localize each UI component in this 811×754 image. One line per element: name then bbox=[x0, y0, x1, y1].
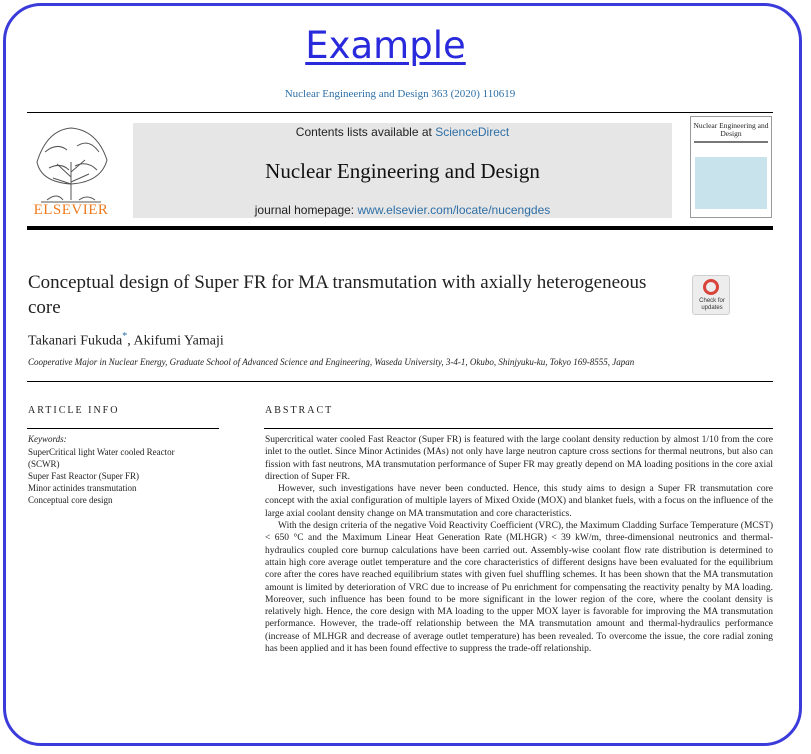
check-for-updates-badge[interactable] bbox=[692, 275, 730, 315]
top-rule bbox=[27, 112, 773, 113]
corresponding-author-mark[interactable]: * bbox=[122, 331, 128, 342]
author-list bbox=[28, 331, 224, 350]
keyword-item: (SCWR) bbox=[28, 459, 60, 469]
abstract-heading: ABSTRACT bbox=[265, 405, 334, 416]
keyword-item: Minor actinides transmutation bbox=[28, 483, 137, 493]
article-info-heading: ARTICLE INFO bbox=[28, 405, 120, 416]
abstract-body bbox=[265, 434, 773, 655]
header-thick-rule bbox=[27, 226, 773, 230]
homepage-prefix: journal homepage: bbox=[254, 203, 358, 217]
keyword-item: Super Fast Reactor (Super FR) bbox=[28, 471, 139, 481]
abstract-paragraph: However, such investigations have never been conducted. Hence, this study aims to design a Super FR transmutation core concept with the axial configuration of multiple layers of Mixed Oxide (MOX) and blanket fuels, with a focus on the influence of the large axial coolant density change on MA transmutation and core characteristics. bbox=[265, 484, 773, 519]
section-rule bbox=[27, 381, 773, 382]
elsevier-wordmark: ELSEVIER bbox=[33, 202, 109, 218]
keyword-item: SuperCritical light Water cooled Reactor bbox=[28, 447, 175, 457]
journal-name: Nuclear Engineering and Design bbox=[265, 159, 540, 183]
author-name[interactable]: Takanari Fukuda bbox=[28, 333, 123, 349]
keyword-item: Conceptual core design bbox=[28, 495, 113, 505]
abstract-paragraph: Supercritical water cooled Fast Reactor (Super FR) is featured with the large coolant density reduction by almost 1/10 from the core inlet to the outlet. Since Minor Actinides (MAs) not only have large neutron capture cross sections for thermal neutrons, but also can fission with fast neutrons, MA transmutation performance of Super FR may greatly depend on MA loading positions in the core axial direction of Super FR. bbox=[265, 435, 773, 482]
cover-title: Nuclear Engineering and Design bbox=[693, 121, 769, 138]
article-info-rule bbox=[27, 428, 219, 429]
sciencedirect-link[interactable]: ScienceDirect bbox=[435, 125, 510, 139]
contents-prefix: Contents lists available at bbox=[295, 125, 436, 139]
cover-body bbox=[695, 157, 767, 209]
author-name[interactable]: Akifumi Yamaji bbox=[133, 333, 224, 349]
citation-line[interactable]: Nuclear Engineering and Design 363 (2020) 110619 bbox=[284, 88, 516, 100]
journal-banner bbox=[133, 123, 672, 218]
cover-rule bbox=[694, 141, 768, 143]
homepage-line bbox=[133, 203, 672, 217]
example-heading: Example bbox=[305, 24, 466, 67]
author-separator: , bbox=[127, 333, 134, 349]
check-updates-label: Check for updates bbox=[699, 298, 725, 311]
homepage-link[interactable]: www.elsevier.com/locate/nucengdes bbox=[357, 203, 551, 217]
article-title: Conceptual design of Super FR for MA transmutation with axially heterogeneous core bbox=[28, 272, 647, 318]
affiliation: Cooperative Major in Nuclear Energy, Graduate School of Advanced Science and Engineering, Waseda University, 3-4-1, Okubo, Shinjyuku-ku, Tokyo 169-8555, Japan bbox=[28, 357, 635, 367]
journal-cover-thumbnail[interactable] bbox=[690, 116, 772, 218]
bookmark-icon bbox=[703, 279, 719, 295]
abstract-paragraph: With the design criteria of the negative Void Reactivity Coefficient (VRC), the Maximum Cladding Surface Temperature (MCST) < 650 °C and the Maximum Linear Heat Generation Rate (MLHGR) < 39 kW/m, three-dimensional neutronics and thermal-hydraulics coupled core burnup calculations have been carried out. Assembly-wise coolant flow rate distribution is determined to attain high core average outlet temperature and the core characteristics of different designs have been evaluated for the equilibrium core after the cores have reached equilibrium states with given fuel shuffling schemes. It has been shown that the MA transmutation amount is limited by deterioration of VRC due to increase of Pu enrichment for compensating the reactivity penalty by MA loading. Moreover, such influence has been found to be more significant in the lower region of the core, where the coolant density is relatively high. Hence, the core design with MA loading to the upper MOX layer is favorable for improving the MA transmutation performance. However, the trade-off relationship between the MA transmutation amount and thermal-hydraulics performance (increase of MLHGR and decrease of average outlet temperature) has been revealed. To overcome the issue, the core radial zoning has been applied and it has been found effective to suppress the trade-off relationship. bbox=[265, 521, 773, 655]
keywords-label: Keywords: bbox=[28, 434, 67, 444]
abstract-rule bbox=[264, 428, 773, 429]
contents-line bbox=[133, 125, 672, 139]
